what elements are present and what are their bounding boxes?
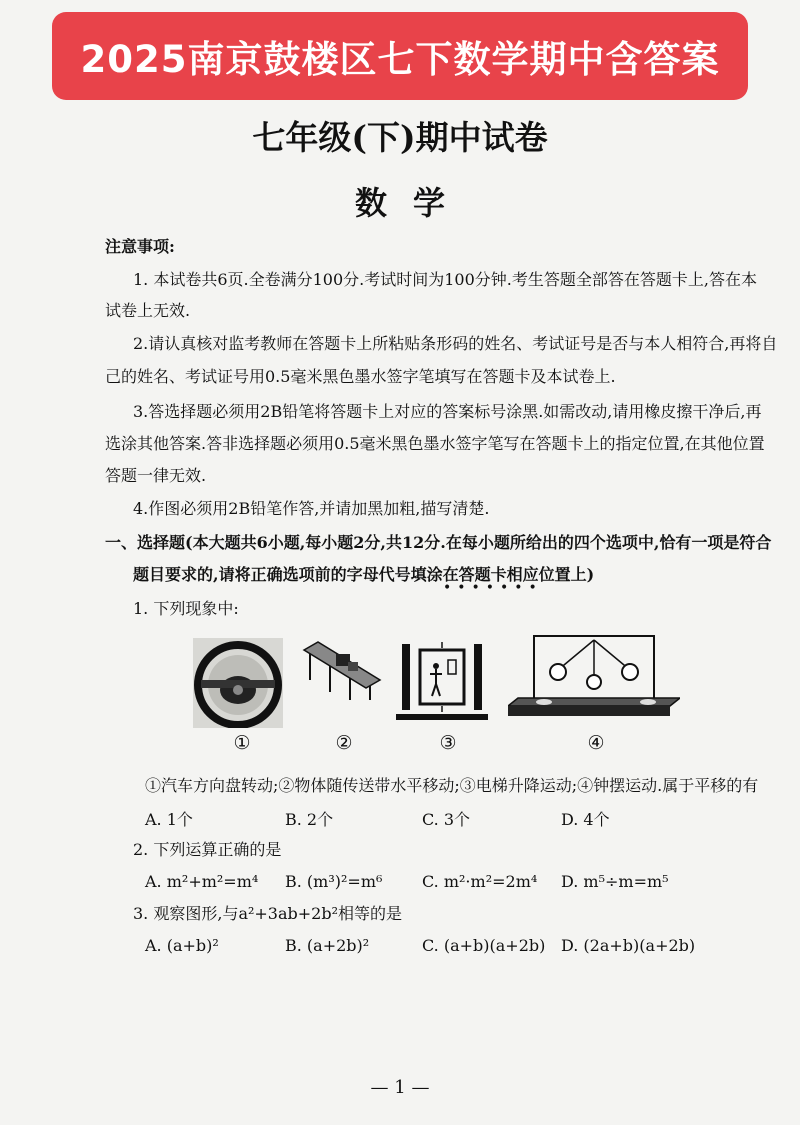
title-banner: [52, 12, 748, 100]
option-b: B. 2个: [285, 810, 334, 829]
option-c: C. (a+b)(a+2b): [422, 936, 546, 955]
figure-caption: ④: [587, 732, 605, 754]
subject-title: 数学: [354, 184, 471, 222]
option-d: D. m⁵÷m=m⁵: [561, 872, 669, 891]
emphasis-dots: •••••••: [443, 580, 543, 596]
option-a: A. 1个: [145, 810, 193, 829]
conveyor-belt-figure: [300, 640, 382, 702]
notice-line: 试卷上无效.: [105, 301, 191, 320]
option-c: C. m²·m²=2m⁴: [422, 872, 538, 891]
page-number: — 1 —: [370, 1077, 430, 1098]
pendulum-figure: [508, 632, 680, 720]
steering-wheel-figure: [193, 638, 283, 728]
section-heading-cont: 题目要求的,请将正确选项前的字母代号填涂在答题卡相应位置上): [133, 565, 595, 584]
figure-caption: ③: [439, 732, 457, 754]
question-1-stem: 1. 下列现象中:: [133, 599, 239, 618]
banner-text: 2025南京鼓楼区七下数学期中含答案: [80, 38, 720, 81]
option-b: B. (m³)²=m⁶: [285, 872, 383, 891]
option-a: A. m²+m²=m⁴: [145, 872, 259, 891]
notice-heading: 注意事项:: [105, 237, 175, 256]
notice-line: 己的姓名、考试证号用0.5毫米黑色墨水签字笔填写在答题卡及本试卷上.: [105, 367, 616, 386]
option-d: D. (2a+b)(a+2b): [561, 936, 696, 955]
notice-line: 4.作图必须用2B铅笔作答,并请加黑加粗,描写清楚.: [133, 499, 490, 518]
question-1-description: ①汽车方向盘转动;②物体随传送带水平移动;③电梯升降运动;④钟摆运动.属于平移的有: [145, 776, 759, 795]
exam-title: 七年级(下)期中试卷: [252, 118, 548, 157]
notice-line: 3.答选择题必须用2B铅笔将答题卡上对应的答案标号涂黑.如需改动,请用橡皮擦干净后,再: [133, 402, 762, 421]
option-d: D. 4个: [561, 810, 610, 829]
option-b: B. (a+2b)²: [285, 936, 370, 955]
option-a: A. (a+b)²: [145, 936, 219, 955]
notice-line: 答题一律无效.: [105, 466, 207, 485]
question-3-stem: 3. 观察图形,与a²+3ab+2b²相等的是: [133, 904, 403, 923]
notice-line: 选涂其他答案.答非选择题必须用0.5毫米黑色墨水签字笔写在答题卡上的指定位置,在其他位置: [105, 434, 765, 453]
notice-line: 2.请认真核对监考教师在答题卡上所粘贴条形码的姓名、考试证号是否与本人相符合,再将自: [133, 334, 778, 353]
elevator-figure: [396, 642, 488, 720]
figure-caption: ②: [335, 732, 353, 754]
notice-line: 1. 本试卷共6页.全卷满分100分.考试时间为100分钟.考生答题全部答在答题卡上,答在本: [133, 270, 757, 289]
figure-caption: ①: [233, 732, 251, 754]
option-c: C. 3个: [422, 810, 471, 829]
question-2-stem: 2. 下列运算正确的是: [133, 840, 282, 859]
section-heading: 一、选择题(本大题共6小题,每小题2分,共12分.在每小题所给出的四个选项中,恰有一项是符合: [105, 533, 772, 552]
